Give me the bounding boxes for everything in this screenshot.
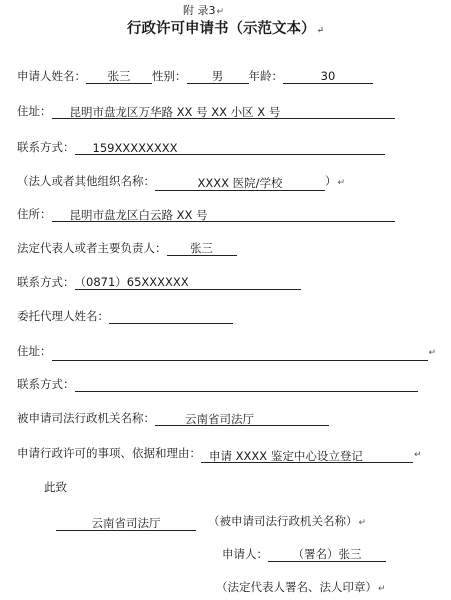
agent-name-label: 委托代理人姓名： [17,309,109,323]
age-label: 年龄： [248,69,283,83]
applicant-address-row [17,103,395,119]
organization-contact-label: 联系方式： [17,275,75,289]
closing-organ-note: （被申请司法行政机关名称） [208,514,358,528]
footer-note-text: （法定代表人署名、法人印章） [216,580,377,594]
document-title-text: 行政许可申请书（示范文本） [126,20,316,37]
paragraph-mark-icon: ↵ [316,26,325,36]
closing-organ-row [56,513,366,529]
organization-contact-value: （0871）65XXXXXX [74,275,189,289]
agent-contact-field[interactable] [75,377,418,392]
applicant-contact-value: 159XXXXXXXX [92,141,178,155]
applicant-name-field[interactable] [86,69,152,84]
appendix-text: 附 录3 [183,4,216,17]
paragraph-mark-icon: ↵ [216,7,225,17]
closing-organ-field[interactable] [56,516,196,531]
agent-address-field[interactable] [52,346,428,361]
organization-open-label: （法人或者其他组织名称： [17,174,155,188]
applicant-address-field[interactable] [52,105,395,119]
agent-address-row [17,343,436,359]
paragraph-mark-icon: ↵ [428,348,437,358]
age-field[interactable] [283,69,373,84]
age-value: 30 [320,69,336,83]
salute-row [44,479,67,495]
residence-row [17,206,395,222]
signature-value: （署名）张三 [292,547,362,561]
signature-row [222,546,386,562]
matter-field[interactable] [201,449,413,463]
target-organ-field[interactable] [155,412,329,426]
residence-field[interactable] [52,208,395,222]
gender-field[interactable] [187,69,249,84]
paragraph-mark-icon: ↵ [378,584,386,594]
organization-name-row [17,173,345,189]
target-organ-row [17,410,329,426]
organization-name-field[interactable] [155,176,325,191]
applicant-name-value: 张三 [107,69,131,83]
target-organ-value: 云南省司法厅 [185,412,254,426]
paragraph-mark-icon: ↵ [414,450,422,460]
residence-value: 昆明市盘龙区白云路 XX 号 [69,208,208,222]
organization-contact-field[interactable] [75,275,301,290]
applicant-contact-field[interactable] [75,141,385,155]
closing-organ-value: 云南省司法厅 [91,516,161,530]
signature-label: 申请人： [222,547,268,561]
applicant-address-value: 昆明市盘龙区万华路 XX 号 XX 小区 X 号 [69,105,281,119]
applicant-name-label: 申请人姓名： [17,69,86,83]
signature-field[interactable] [268,547,386,562]
organization-close-paren: ） [325,174,337,188]
applicant-contact-row [17,139,385,155]
agent-contact-row [17,376,418,392]
paragraph-mark-icon: ↵ [337,178,346,188]
footer-note-row [216,579,386,595]
applicant-contact-label: 联系方式： [17,140,75,154]
matter-value: 申请 XXXX 鉴定中心设立登记 [209,449,363,463]
target-organ-label: 被申请司法行政机关名称： [17,411,155,425]
agent-name-field[interactable] [109,309,233,324]
salute-text: 此致 [44,480,67,494]
appendix-label [183,3,224,20]
paragraph-mark-icon: ↵ [358,518,367,528]
gender-value: 男 [211,69,224,83]
representative-row [17,240,237,256]
residence-label: 住所： [17,207,52,221]
representative-value: 张三 [190,241,213,255]
applicant-row [17,68,373,84]
agent-address-label: 住址： [17,344,52,358]
organization-contact-row [17,274,301,290]
organization-name-value: XXXX 医院/学校 [197,176,283,190]
matter-label: 申请行政许可的事项、依据和理由： [17,446,201,460]
agent-contact-label: 联系方式： [17,377,75,391]
document-title [0,19,451,41]
representative-label: 法定代表人或者主要负责人： [17,241,167,255]
matter-row [17,445,422,461]
applicant-address-label: 住址： [17,104,52,118]
agent-name-row [17,308,233,324]
gender-label: 性别： [152,69,187,83]
representative-field[interactable] [167,241,237,256]
